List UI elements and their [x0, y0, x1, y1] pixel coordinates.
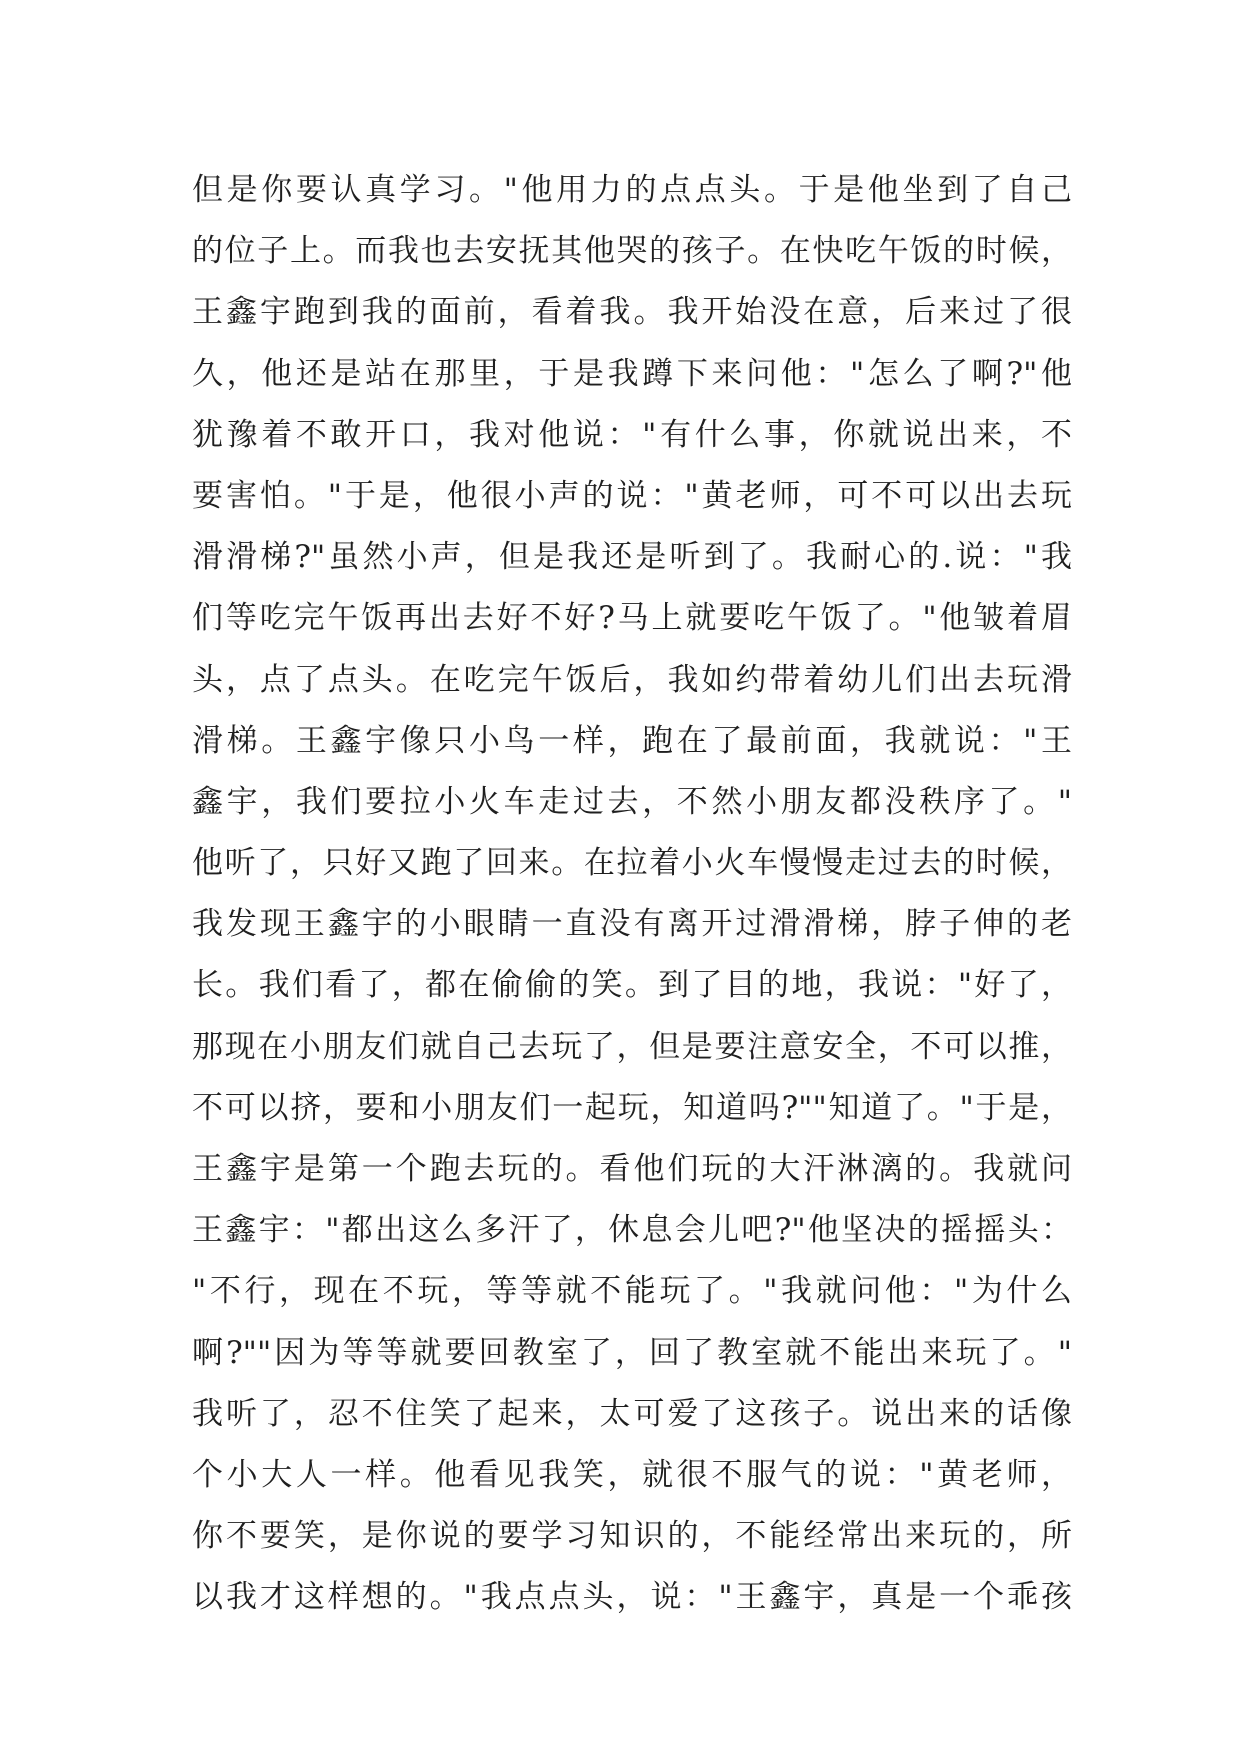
text-line: 滑滑梯?"虽然小声，但是我还是听到了。我耐心的.说："我 [192, 539, 1072, 576]
text-line: 我听了，忍不住笑了起来，太可爱了这孩子。说出来的话像 [192, 1395, 1072, 1432]
text-line: 那现在小朋友们就自己去玩了，但是要注意安全，不可以推， [192, 1028, 1072, 1065]
text-line: "不行，现在不玩，等等就不能玩了。"我就问他："为什么 [192, 1273, 1072, 1310]
text-line: 但是你要认真学习。"他用力的点点头。于是他坐到了自己 [192, 172, 1072, 208]
text-line: 鑫宇，我们要拉小火车走过去，不然小朋友都没秩序了。" [192, 783, 1072, 820]
text-line: 的位子上。而我也去安抚其他哭的孩子。在快吃午饭的时候， [192, 233, 1072, 270]
text-line: 你不要笑，是你说的要学习知识的，不能经常出来玩的，所 [192, 1518, 1072, 1555]
text-line: 以我才这样想的。"我点点头，说："王鑫宇，真是一个乖孩 [192, 1579, 1072, 1616]
text-line: 我发现王鑫宇的小眼睛一直没有离开过滑滑梯，脖子伸的老 [192, 906, 1072, 943]
text-line: 们等吃完午饭再出去好不好?马上就要吃午饭了。"他皱着眉 [192, 600, 1072, 637]
text-line: 不可以挤，要和小朋友们一起玩，知道吗?""知道了。"于是， [192, 1089, 1072, 1126]
text-line: 王鑫宇跑到我的面前，看着我。我开始没在意，后来过了很 [192, 294, 1072, 331]
text-line: 他听了，只好又跑了回来。在拉着小火车慢慢走过去的时候， [192, 845, 1072, 882]
text-line: 个小大人一样。他看见我笑，就很不服气的说："黄老师， [192, 1456, 1072, 1493]
text-line: 要害怕。"于是，他很小声的说："黄老师，可不可以出去玩 [192, 477, 1072, 514]
text-line: 啊?""因为等等就要回教室了，回了教室就不能出来玩了。" [192, 1334, 1072, 1371]
text-line: 王鑫宇："都出这么多汗了，休息会儿吧?"他坚决的摇摇头： [192, 1212, 1072, 1249]
body-text [192, 160, 1072, 1629]
text-line: 犹豫着不敢开口，我对他说："有什么事，你就说出来，不 [192, 416, 1072, 453]
text-line: 长。我们看了，都在偷偷的笑。到了目的地，我说："好了， [192, 967, 1072, 1004]
text-line: 滑梯。王鑫宇像只小鸟一样，跑在了最前面，我就说："王 [192, 722, 1072, 759]
text-line: 久，他还是站在那里，于是我蹲下来问他："怎么了啊?"他 [192, 355, 1072, 392]
text-line: 王鑫宇是第一个跑去玩的。看他们玩的大汗淋漓的。我就问 [192, 1151, 1072, 1187]
text-line: 头，点了点头。在吃完午饭后，我如约带着幼儿们出去玩滑 [192, 661, 1072, 698]
